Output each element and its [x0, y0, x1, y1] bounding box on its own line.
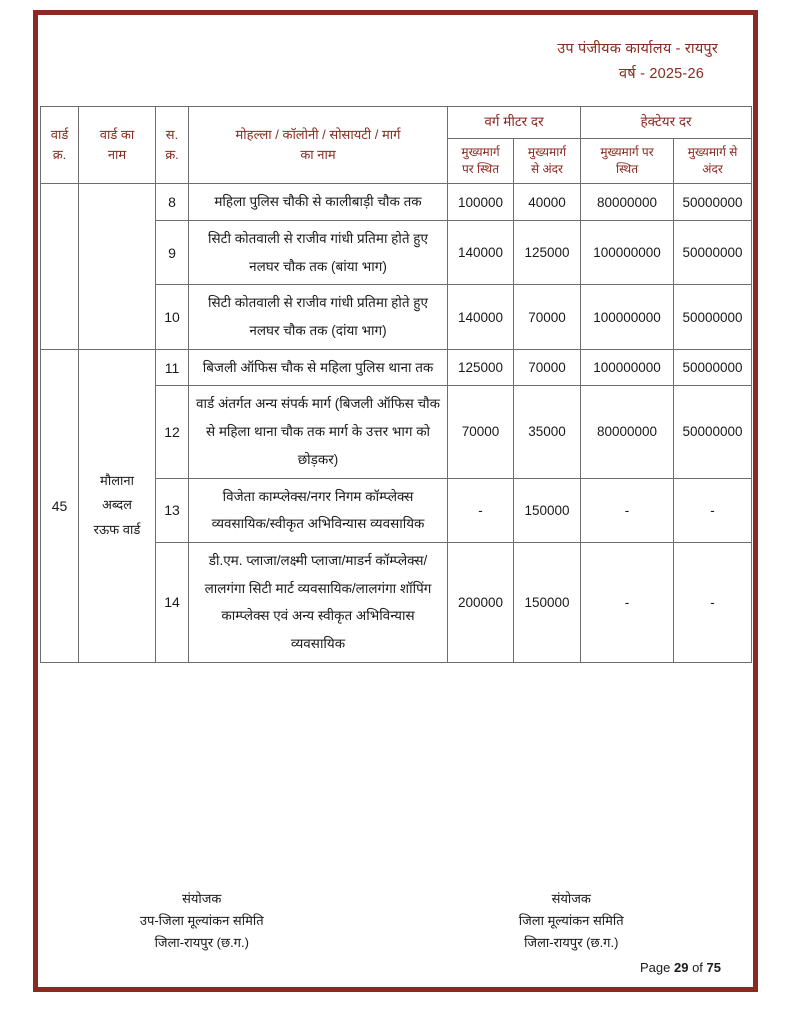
row-sqm-on-main: 100000: [448, 184, 514, 221]
row-hectare-on-main: 80000000: [581, 386, 674, 478]
row-serial-no: 10: [156, 285, 189, 349]
row-sqm-on-main: 70000: [448, 386, 514, 478]
row-hectare-on-main: 100000000: [581, 221, 674, 285]
header-row-top: [41, 106, 752, 138]
page-of-label: of: [692, 959, 703, 975]
ward-name: मौलाना अब्दल रऊफ वार्ड: [79, 349, 156, 662]
table-body: [41, 184, 752, 662]
col-header-road-name: मोहल्ला / कॉलोनी / सोसायटी / मार्ग का नाम: [189, 106, 448, 184]
table-header: [41, 106, 752, 184]
signature-district: जिला-रायपुर (छ.ग.): [154, 935, 249, 951]
row-hectare-on-main: 100000000: [581, 285, 674, 349]
row-sqm-on-main: -: [448, 478, 514, 542]
row-hectare-on-main: 100000000: [581, 349, 674, 386]
row-hectare-inside: 50000000: [674, 349, 752, 386]
valuation-rate-table: [40, 106, 752, 663]
page-frame: [33, 10, 758, 992]
row-sqm-on-main: 200000: [448, 542, 514, 662]
row-sqm-inside: 35000: [514, 386, 581, 478]
row-road-name: सिटी कोतवाली से राजीव गांधी प्रतिमा होते हुए नलघर चौक तक (दांया भाग): [189, 285, 448, 349]
signature-role: संयोजक: [551, 890, 591, 906]
col-header-sqm-inside: मुख्यमार्ग से अंदर: [514, 138, 581, 184]
ward-no-continuation: [41, 184, 79, 349]
page-number: [408, 955, 736, 979]
row-hectare-inside: 50000000: [674, 221, 752, 285]
row-sqm-on-main: 125000: [448, 349, 514, 386]
row-serial-no: 13: [156, 478, 189, 542]
col-header-ward-no: वार्ड क्र.: [41, 106, 79, 184]
row-sqm-on-main: 140000: [448, 285, 514, 349]
row-sqm-inside: 150000: [514, 478, 581, 542]
ward-name-continuation: [79, 184, 156, 349]
signature-sub-district-committee: [38, 888, 408, 979]
row-road-name: वार्ड अंतर्गत अन्य संपर्क मार्ग (बिजली ऑफिस चौक से महिला थाना चौक तक मार्ग के उत्तर भाग को छोड़कर): [189, 386, 448, 478]
row-hectare-on-main: 80000000: [581, 184, 674, 221]
document-header: [38, 15, 753, 94]
row-hectare-inside: 50000000: [674, 386, 752, 478]
row-road-name: विजेता काम्प्लेक्स/नगर निगम कॉम्प्लेक्स व्यवसायिक/स्वीकृत अभिविन्यास व्यवसायिक: [189, 478, 448, 542]
signature-block: [38, 888, 753, 979]
page-prefix-label: Page: [639, 959, 671, 975]
row-road-name: डी.एम. प्लाजा/लक्ष्मी प्लाजा/माडर्न कॉम्प्लेक्स/लालगंगा सिटी मार्ट व्यवसायिक/लालगंगा शॉपिंग काम्प्लेक्स एवं अन्य स्वीकृत अभिविन्यास व्यवसायिक: [189, 542, 448, 662]
row-hectare-on-main: -: [581, 542, 674, 662]
row-serial-no: 8: [156, 184, 189, 221]
row-road-name: महिला पुलिस चौकी से कालीबाड़ी चौक तक: [189, 184, 448, 221]
row-hectare-inside: 50000000: [674, 285, 752, 349]
row-hectare-inside: 50000000: [674, 184, 752, 221]
ward-number: 45: [41, 349, 79, 662]
row-hectare-on-main: -: [581, 478, 674, 542]
col-header-serial-no: स. क्र.: [156, 106, 189, 184]
col-header-sqm-on-main-road: मुख्यमार्ग पर स्थित: [448, 138, 514, 184]
row-hectare-inside: -: [674, 542, 752, 662]
signature-role: संयोजक: [182, 890, 222, 906]
col-header-hectare-inside: मुख्यमार्ग से अंदर: [674, 138, 752, 184]
row-road-name: सिटी कोतवाली से राजीव गांधी प्रतिमा होते हुए नलघर चौक तक (बांया भाग): [189, 221, 448, 285]
col-group-header-hectare-rate: हेक्टेयर दर: [581, 106, 752, 138]
signature-district: जिला-रायपुर (छ.ग.): [524, 935, 619, 951]
row-hectare-inside: -: [674, 478, 752, 542]
page-current-number: 29: [673, 959, 689, 975]
row-sqm-inside: 150000: [514, 542, 581, 662]
row-serial-no: 14: [156, 542, 189, 662]
row-sqm-on-main: 140000: [448, 221, 514, 285]
row-sqm-inside: 40000: [514, 184, 581, 221]
row-sqm-inside: 70000: [514, 349, 581, 386]
row-road-name: बिजली ऑफिस चौक से महिला पुलिस थाना तक: [189, 349, 448, 386]
fiscal-year: वर्ष - 2025-26: [619, 66, 704, 83]
signature-committee: उप-जिला मूल्यांकन समिति: [139, 912, 264, 928]
table-row: [41, 184, 752, 221]
row-serial-no: 12: [156, 386, 189, 478]
page-content: [38, 15, 753, 987]
office-title: उप पंजीयक कार्यालय - रायपुर: [557, 41, 718, 57]
row-sqm-inside: 70000: [514, 285, 581, 349]
col-group-header-sqm-rate: वर्ग मीटर दर: [448, 106, 581, 138]
col-header-hectare-on-main-road: मुख्यमार्ग पर स्थित: [581, 138, 674, 184]
signature-committee: जिला मूल्यांकन समिति: [518, 912, 624, 928]
page-total-number: 75: [706, 959, 721, 975]
row-serial-no: 11: [156, 349, 189, 386]
table-row: [41, 349, 752, 386]
col-header-ward-name: वार्ड का नाम: [79, 106, 156, 184]
row-serial-no: 9: [156, 221, 189, 285]
signature-district-committee: [408, 888, 754, 979]
row-sqm-inside: 125000: [514, 221, 581, 285]
